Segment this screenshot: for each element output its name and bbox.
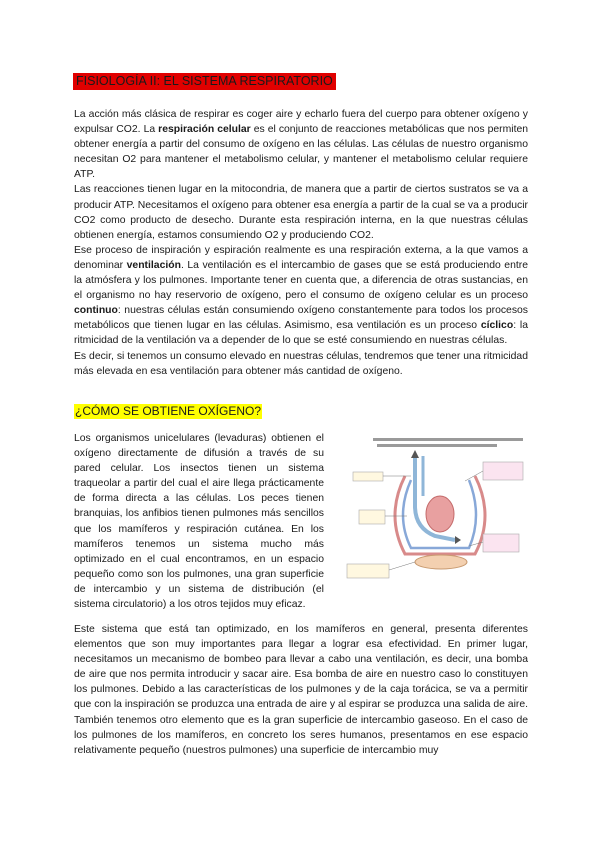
term-ventilacion: ventilación [126, 259, 181, 271]
page-title: FISIOLOGÍA II: EL SISTEMA RESPIRATORIO [76, 74, 333, 88]
tissue-cells [415, 555, 467, 569]
intro-paragraph-2: Las reacciones tienen lugar en la mitocondria, de manera que a partir de ciertos sustratos se va a producir ATP. Necesitamos el oxígeno para obtener esa energía a partir de la cual se va a producir CO2 como producto de desecho. Durante esta respiración interna, en la que nuestras células obtienen energía, estamos consumiendo O2 y produciendo CO2. [74, 184, 528, 241]
term-ciclico: cíclico [480, 320, 514, 332]
section-heading: ¿CÓMO SE OBTIENE OXÍGENO? [75, 404, 262, 418]
diagram-leader-line [465, 471, 483, 481]
intro-paragraph-4: Es decir, si tenemos un consumo elevado en nuestras células, tendremos que tener una ritmicidad más elevada en esa ventilación para obtener más cantidad de oxígeno. [74, 350, 528, 377]
respiratory-diagram [345, 436, 528, 584]
intro-text [74, 107, 528, 379]
diagram-caption-line [377, 444, 497, 447]
term-respiracion-celular: respiración celular [158, 124, 251, 136]
diagram-label-box [353, 472, 383, 481]
section-paragraph-2: Este sistema que está tan optimizado, en los mamíferos en general, presenta diferentes elementos que son muy importantes para llegar a lograr esa efectividad. En primer lugar, necesitamos un mecanismo de bombeo para llevar a cabo una ventilación, es decir, una bomba de aire que nos permita introducir y sacar aire. Esa bomba de aire en nuestro caso lo constituyen los pulmones. Debido a las características de los pulmones y de la caja torácica, se va a permitir que con la inspiración se produzca una entrada de aire y al espirar se produzca una salida de aire. [74, 624, 529, 711]
section-paragraph-1: Los organismos unicelulares (levaduras) obtienen el oxígeno directamente de difusión a través de su pared celular. Los insectos tienen un sistema traqueolar a partir del cual el aire llega prácticamente de forma directa a las células. Los peces tienen branquias, los anfibios tienen pulmones más sencillos que los mamíferos y respiración cutánea. En los mamíferos tenemos un sistema mucho más optimizado en el cual encontramos, en un espacio pequeño como son los pulmones, una gran superficie de intercambio y un sistema de distribución (el sistema circulatorio) a los otros tejidos muy eficaz. [74, 433, 324, 611]
flow-arrow-icon [455, 536, 461, 544]
diagram-label-box [483, 462, 523, 480]
term-continuo: continuo [74, 305, 118, 317]
respiratory-diagram-illustration [345, 436, 528, 584]
diagram-label-box [347, 564, 389, 578]
diagram-label-box [483, 534, 519, 552]
flow-arrow-icon [411, 450, 419, 458]
section-body [74, 622, 528, 758]
section-paragraph-3: También tenemos otro elemento que es la gran superficie de intercambio gaseoso. En el caso de los pulmones de los mamíferos, en concreto los seres humanos, presentamos en ese espacio relativamente pequeño (nuestros pulmones) una superficie de intercambio muy [74, 714, 528, 756]
diagram-leader-line [389, 562, 415, 570]
heart-shape [426, 496, 454, 532]
diagram-label-box [359, 510, 385, 524]
diagram-caption-line [373, 438, 523, 441]
intro-paragraph-3: Ese proceso de inspiración y espiración realmente es una respiración externa, a la que vamos a denominar ventilación. La ventilación es el intercambio de gases que se está produciendo entre la atmósfera y los pulmones. Importante tener en cuenta que, a diferencia de otras sustancias, en el organismo no hay reservorio de oxígeno, pero el consumo de oxígeno celular es un proceso continuo: nuestras células están consumiendo oxígeno constantemente para todos los procesos metabólicos que tienen lugar en las células. Asimismo, esa ventilación es un proceso cíclico: la ritmicidad de la ventilación va a depender de lo que se esté consumiendo en nuestras células. [74, 244, 528, 347]
intro-paragraph-1: La acción más clásica de respirar es coger aire y echarlo fuera del cuerpo para obtener oxígeno y expulsar CO2. La respiración celular es el conjunto de reacciones metabólicas que nos permiten obtener energía a partir del consumo de oxígeno en las células. Las células de nuestro organismo necesitan O2 para mantener el metabolismo celular, y mantener el metabolismo celular requiere ATP. [74, 109, 529, 181]
